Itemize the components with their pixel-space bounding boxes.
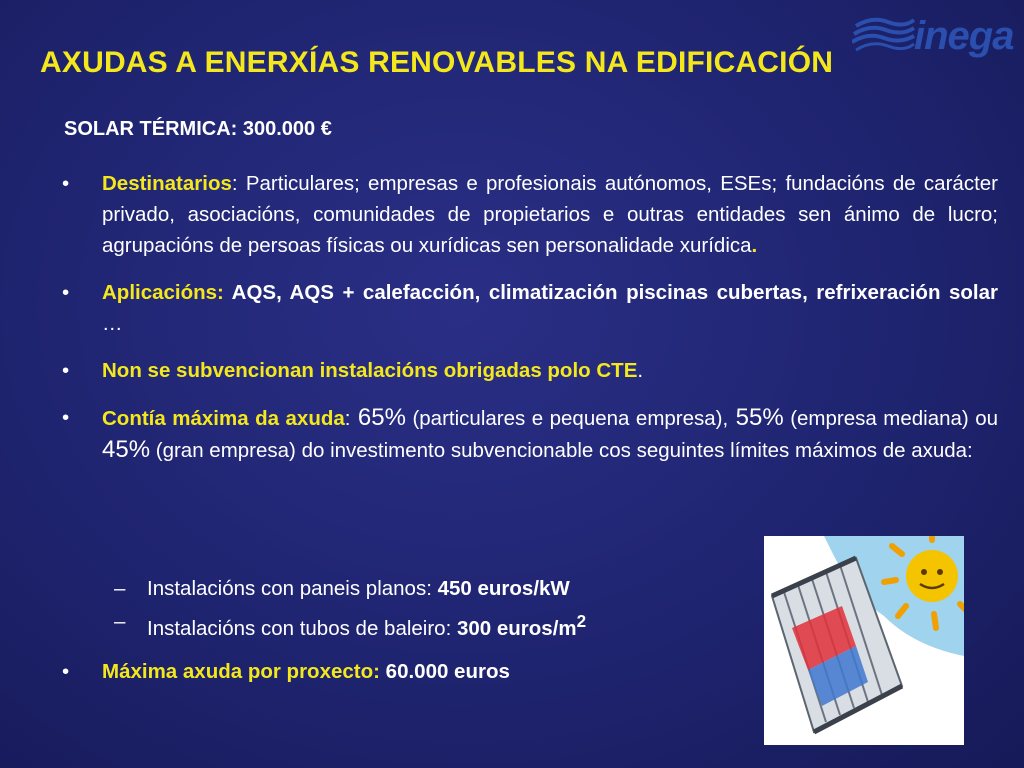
item-text: (gran empresa) do investimento subvencionable cos seguintes límites máximos de axuda: xyxy=(150,439,973,462)
sub-item-text: Instalacións con tubos de baleiro: xyxy=(147,616,457,640)
solar-panel-and-sun-icon xyxy=(764,536,964,745)
item-separator: : xyxy=(344,407,351,430)
solar-panel-illustration xyxy=(764,536,964,745)
item-label: Máxima axuda por proxecto: xyxy=(102,660,380,683)
sub-list xyxy=(114,572,734,645)
sub-item-superscript: 2 xyxy=(576,612,587,631)
percent-value: 55% xyxy=(728,404,784,431)
dash-icon: – xyxy=(114,610,126,633)
item-label: Aplicacións: xyxy=(102,281,224,304)
item-label: Non se subvencionan instalacións obrigadas polo CTE xyxy=(102,359,638,382)
item-text: (empresa mediana) ou xyxy=(783,407,999,430)
list-item xyxy=(62,402,998,466)
sub-list-item xyxy=(114,605,734,645)
bullet-icon: • xyxy=(62,660,70,683)
list-item xyxy=(62,277,998,339)
sub-item-value: 450 euros/kW xyxy=(437,577,570,600)
list-item xyxy=(62,355,998,386)
item-text: AQS, AQS + calefacción, climatización piscinas cubertas, refrixeración solar xyxy=(223,281,998,304)
logo-wordmark: inega xyxy=(914,14,1014,58)
item-end: . xyxy=(751,234,758,257)
dash-icon: – xyxy=(114,577,126,600)
bullet-icon: • xyxy=(62,359,70,382)
list-item xyxy=(62,656,762,687)
item-label: Destinatarios xyxy=(102,172,232,195)
item-label: Contía máxima da axuda xyxy=(102,407,345,430)
sub-item-text: Instalacións con paneis planos: xyxy=(147,577,438,600)
sub-item-value: 300 euros/m xyxy=(456,616,577,640)
percent-value: 65% xyxy=(350,404,406,431)
bullet-icon: • xyxy=(62,406,70,429)
percent-value: 45% xyxy=(102,436,151,463)
item-text: (particulares e pequena empresa), xyxy=(405,407,729,430)
section-subtitle: SOLAR TÉRMICA: 300.000 € xyxy=(64,118,332,140)
bullet-icon: • xyxy=(62,281,70,304)
list-item xyxy=(62,168,998,261)
item-text: Particulares; empresas e profesionais autónomos, ESEs; fundacións de carácter privado, asociacións, comunidades de propietarios e outras entidades sen ánimo de lucro; agrupacións de persoas físicas ou xurídicas sen personalidade xurídica xyxy=(102,172,998,257)
item-separator: : xyxy=(231,172,238,195)
item-end: … xyxy=(102,312,123,335)
page-title: AXUDAS A ENERXÍAS RENOVABLES NA EDIFICACIÓN xyxy=(40,46,834,79)
sub-list-item xyxy=(114,572,734,605)
bullet-icon: • xyxy=(62,172,70,195)
final-bullet xyxy=(62,656,762,687)
item-end: . xyxy=(637,359,644,382)
bullet-list xyxy=(62,168,998,466)
item-value: 60.000 euros xyxy=(379,660,510,683)
